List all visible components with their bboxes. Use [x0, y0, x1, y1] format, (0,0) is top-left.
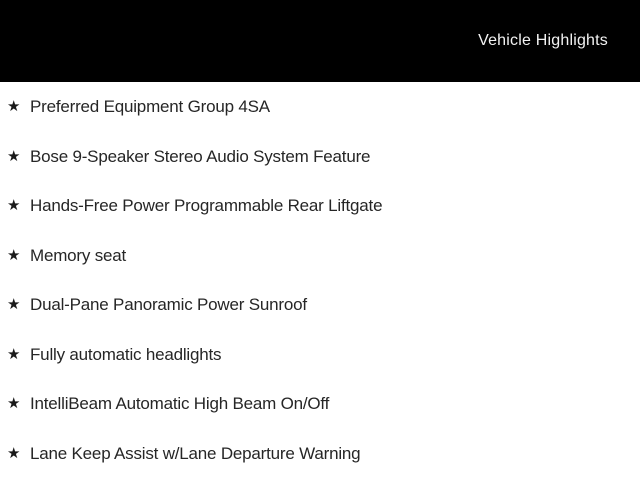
highlight-label: Preferred Equipment Group 4SA	[30, 97, 270, 117]
star-icon: ★	[7, 444, 21, 462]
star-icon: ★	[7, 197, 21, 215]
list-item	[0, 231, 640, 281]
list-item	[0, 280, 640, 330]
highlight-label: Memory seat	[30, 245, 127, 265]
list-item	[0, 82, 640, 132]
highlight-label: Lane Keep Assist w/Lane Departure Warning	[30, 443, 361, 463]
highlight-label: IntelliBeam Automatic High Beam On/Off	[30, 394, 330, 414]
header-bar	[0, 0, 640, 82]
list-item	[0, 379, 640, 429]
star-icon: ★	[7, 345, 21, 363]
star-icon: ★	[7, 98, 21, 116]
page-title: Vehicle Highlights	[478, 32, 608, 49]
star-icon: ★	[7, 246, 21, 264]
star-icon: ★	[7, 395, 21, 413]
list-item	[0, 429, 640, 479]
highlight-label: Dual-Pane Panoramic Power Sunroof	[30, 295, 307, 315]
list-item	[0, 330, 640, 380]
highlights-list	[0, 82, 640, 478]
highlight-label: Fully automatic headlights	[30, 344, 222, 364]
highlight-label: Bose 9-Speaker Stereo Audio System Feature	[30, 146, 371, 166]
list-item	[0, 181, 640, 231]
star-icon: ★	[7, 296, 21, 314]
star-icon: ★	[7, 147, 21, 165]
highlight-label: Hands-Free Power Programmable Rear Liftgate	[30, 196, 383, 216]
list-item	[0, 132, 640, 182]
